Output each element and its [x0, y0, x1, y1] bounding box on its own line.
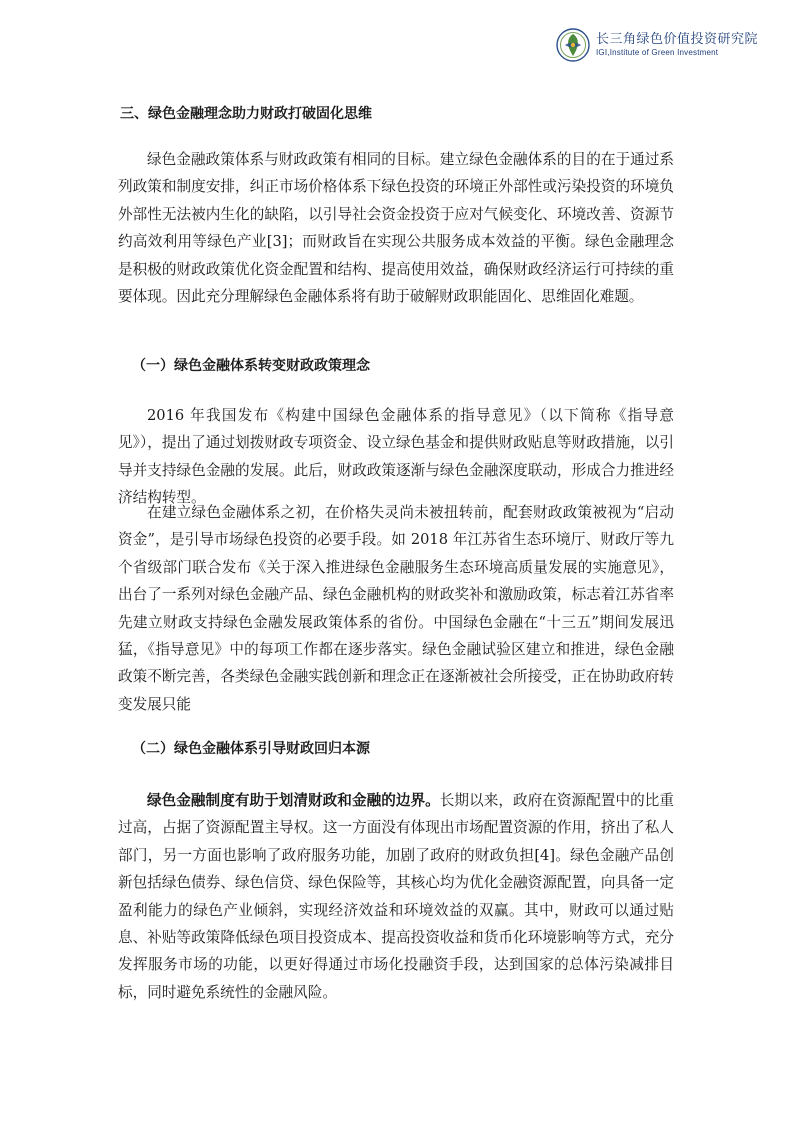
subsection-heading-2: （二）绿色金融体系引导财政回归本源 — [132, 741, 370, 757]
paragraph-body: 长期以来，政府在资源配置中的比重过高，占据了资源配置主导权。这一方面没有体现出市场配置资源的作用，挤出了私人部门，另一方面也影响了政府服务功能，加剧了政府的财政负担[4]。绿色金融产品创新包括绿色债券、绿色信贷、绿色保险等，其核心均为优化金融资源配置，向具备一定盈利能力的绿色产业倾斜，实现经济效益和环境效益的双赢。其中，财政可以通过贴息、补贴等政策降低绿色项目投资成本、提高投资收益和货币化环境影响等方式，充分发挥服务市场的功能，以更好得通过市场化投融资手段，达到国家的总体污染减排目标，同时避免系统性的金融风险。 — [118, 792, 674, 1001]
igi-seal-logo-icon — [556, 28, 590, 62]
subsection-2-paragraph — [118, 787, 674, 1006]
subsection-1-paragraph-2: 在建立绿色金融体系之初，在价格失灵尚未被扭转前，配套财政政策被视为“启动资金”，是引导市场绿色投资的必要手段。如 2018 年江苏省生态环境厅、财政厅等九个省级部门联合发布《关于深入推进绿色金融服务生态环境高质量发展的实施意见》，出台了一系列对绿色金融产品、绿色金融机构的财政奖补和激励政策，标志着江苏省率先建立财政支持绿色金融发展政策体系的省份。中国绿色金融在“十三五”期间发展迅猛，《指导意见》中的每项工作都在逐步落实。绿色金融试验区建立和推进，绿色金融政策不断完善，各类绿色金融实践创新和理念正在逐渐被社会所接受，正在协助政府转变发展只能 — [118, 504, 674, 713]
subsection-heading-1: （一）绿色金融体系转变财政政策理念 — [132, 358, 370, 374]
subsection-1-paragraph-1: 2016 年我国发布《构建中国绿色金融体系的指导意见》（以下简称《指导意见》），提出了通过划拨财政专项资金、设立绿色基金和提供财政贴息等财政措施，以引导并支持绿色金融的发展。此后，财政政策逐渐与绿色金融深度联动，形成合力推进经济结构转型。 — [118, 407, 674, 507]
page-header — [556, 24, 778, 66]
lead-sentence: 绿色金融制度有助于划清财政和金融的边界。 — [147, 792, 440, 809]
org-name-cn: 长三角绿色价值投资研究院 — [596, 31, 759, 47]
section-heading: 三、绿色金融理念助力财政打破固化思维 — [120, 106, 372, 122]
org-name-en: IGI,Institute of Green Investment — [596, 47, 719, 57]
org-name-block — [596, 33, 758, 57]
section-intro-paragraph: 绿色金融政策体系与财政政策有相同的目标。建立绿色金融体系的目的在于通过系列政策和制度安排，纠正市场价格体系下绿色投资的环境正外部性或污染投资的环境负外部性无法被内生化的缺陷，以引导社会资金投资于应对气候变化、环境改善、资源节约高效利用等绿色产业[3]；而财政旨在实现公共服务成本效益的平衡。绿色金融理念是积极的财政政策优化资金配置和结构、提高使用效益，确保财政经济运行可持续的重要体现。因此充分理解绿色金融体系将有助于破解财政职能固化、思维固化难题。 — [118, 151, 674, 306]
